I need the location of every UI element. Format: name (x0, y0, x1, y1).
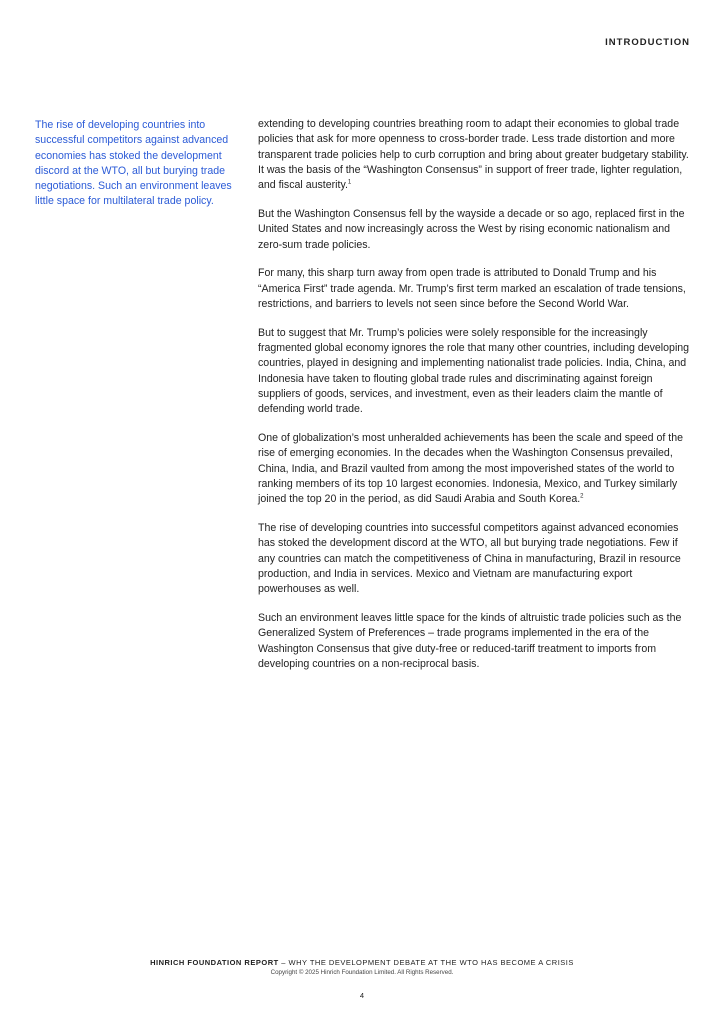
paragraph (258, 266, 690, 312)
paragraph (258, 521, 690, 597)
paragraph (258, 326, 690, 418)
paragraph-text: Such an environment leaves little space for the kinds of altruistic trade policies such as the Generalized System of Preferences – trade programs implemented in the era of the Washington Consensus that give duty-free or reduced-tariff treatment to imports from developing countries on a non-reciprocal basis. (258, 612, 682, 670)
footnote-marker[interactable]: 1 (347, 179, 352, 186)
paragraph (258, 431, 690, 507)
footnote-marker[interactable]: 2 (580, 493, 584, 500)
paragraph (258, 611, 690, 672)
section-header: INTRODUCTION (605, 37, 690, 48)
paragraph-text: For many, this sharp turn away from open trade is attributed to Donald Trump and his “America First” trade agenda. Mr. Trump’s first term marked an escalation of trade tensions, restrictions, and barriers to levels not seen since before the Second World War. (258, 267, 686, 310)
footer-copyright: Copyright © 2025 Hinrich Foundation Limited. All Rights Reserved. (270, 969, 454, 976)
footer-title (0, 958, 724, 967)
paragraph-text: extending to developing countries breathing room to adapt their economies to global trade policies that ask for more openness to cross-border trade. Less trade distortion and more transparent trade policies help to curb corruption and bring about greater budgetary stability. It was the basis of the “Washington Consensus” in support of freer trade, lighter regulation, and fiscal austerity. (258, 118, 689, 192)
paragraph-text: But the Washington Consensus fell by the wayside a decade or so ago, replaced first in the United States and now increasingly across the West by rising economic nationalism and zero-sum trade policies. (258, 207, 685, 251)
body-text (258, 117, 690, 686)
footer-separator: – (278, 958, 289, 967)
paragraph-text: One of globalization’s most unheralded achievements has been the scale and speed of the rise of emerging economies. In the decades when the Washington Consensus prevailed, China, India, and Brazil vaulted from among the most impoverished states of the world to ranking members of its top 10 largest economies. Indonesia, Mexico, and Turkey similarly joined the top 20 in the period, as did Saudi Arabia and South Korea. (258, 432, 684, 506)
pullquote: The rise of developing countries into successful competitors against advanced economies has stoked the development discord at the WTO, all but burying trade negotiations. Such an environment leaves little space for multilateral trade policy. (35, 119, 232, 208)
footer-brand: HINRICH FOUNDATION REPORT (150, 958, 279, 967)
paragraph (258, 117, 690, 193)
paragraph-text: The rise of developing countries into successful competitors against advanced economies has stoked the development discord at the WTO, all but burying trade negotiations. Few if any countries can match the competitiveness of China in manufacturing, Brazil in resource production, and India in services. Mexico and Vietnam are manufacturing export powerhouses as well. (258, 522, 681, 596)
page-number: 4 (359, 991, 365, 1000)
paragraph-text: But to suggest that Mr. Trump’s policies were solely responsible for the increasingly fragmented global economy ignores the role that many other countries, including developing countries, played in designing and implementing nationalist trade policies. India, China, and Indonesia have taken to flouting global trade rules and discriminating against foreign suppliers of goods, services, and investment, even as their leaders claim the mantle of defending world trade. (258, 326, 690, 416)
paragraph (258, 207, 690, 253)
footer-report-title: WHY THE DEVELOPMENT DEBATE AT THE WTO HAS BECOME A CRISIS (288, 958, 574, 967)
